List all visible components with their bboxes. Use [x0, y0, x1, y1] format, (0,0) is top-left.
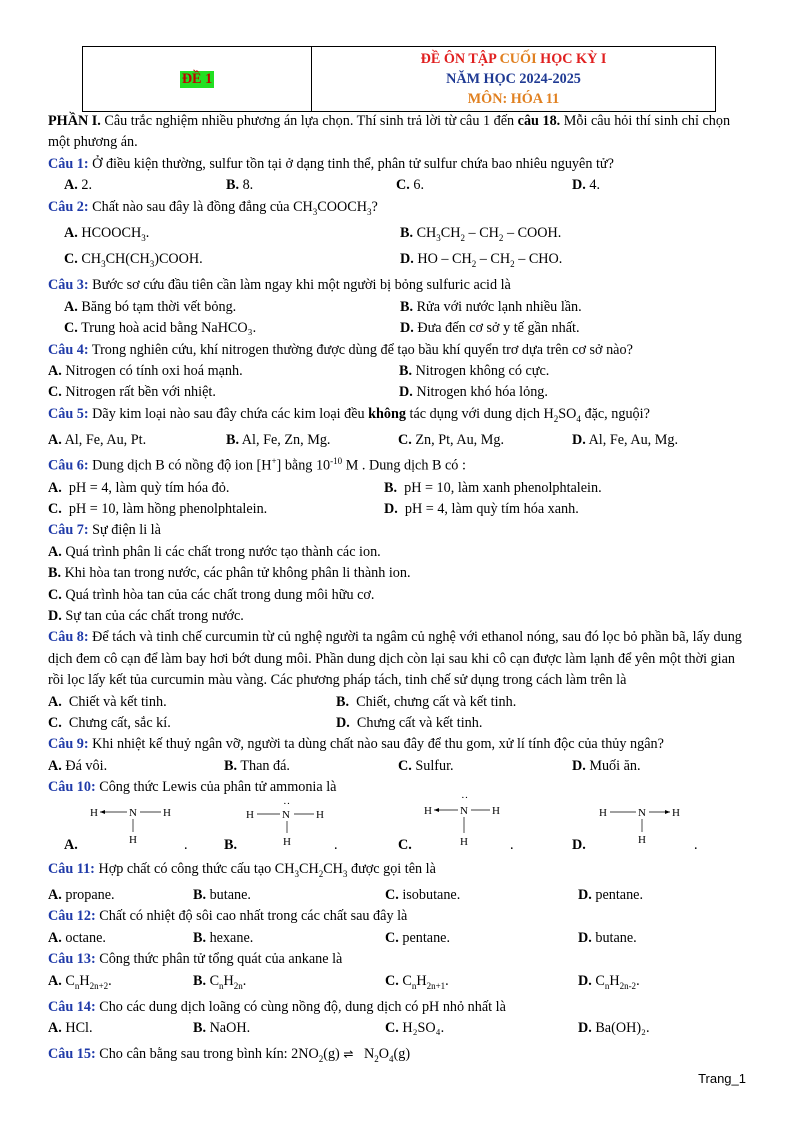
question-11: Câu 11: Hợp chất có công thức cấu tạo $CH_3CH_2CH_3$ được gọi tên là A. propane. B. butane. C. isobutane. D. pentane.	[48, 860, 644, 903]
svg-text:N: N	[282, 808, 290, 821]
svg-text:H: H	[492, 804, 500, 817]
part1-instructions: PHẦN I. Câu trắc nghiệm nhiều phương án lựa chọn. Thí sinh trả lời từ câu 1 đến câu 18. Mỗi câu hỏi thí sinh chỉ chọn một phương án.	[48, 113, 731, 151]
svg-text:H: H	[599, 806, 607, 819]
svg-text:H: H	[316, 808, 324, 821]
question-6: Câu 6: Dung dịch B có nồng độ ion [H+] bằng $10^{-10}$ M . Dung dịch B có : A. pH = 4, làm quỳ tím hóa đỏ. B. pH = 10, làm xanh phenolphtalein. C. pH = 10, làm hồng phenolphtalein. D. pH = 4, làm quỳ tím hóa xanh.	[48, 456, 602, 517]
svg-text:H: H	[638, 833, 646, 846]
page-number: Trang_1	[698, 1071, 746, 1086]
svg-text:H: H	[283, 835, 291, 848]
svg-text:··: ··	[461, 791, 469, 804]
question-7: Câu 7: Sự điện li là A. Quá trình phân li các chất trong nước tạo thành các ion. B. Khi hòa tan trong nước, các phân tử không phân li thành ion. C. Quá trình hòa tan của các chất trong dung môi hữu cơ. D. Sự tan của các chất trong nước.	[48, 522, 411, 624]
question-15: Câu 15: Cho cân bằng sau trong bình kín: $2NO_2(g)$ ⇌ $N_2O_4(g)$	[48, 1045, 411, 1064]
exam-code-cell	[83, 47, 312, 111]
question-10: Câu 10: Công thức Lewis của phân tử ammonia là H N H H H N ·· H H H N ·· H H H N H H A. . B. . C. . D. .	[48, 777, 752, 858]
question-3: Câu 3: Bước sơ cứu đầu tiên cần làm ngay khi một người bị bỏng sulfuric acid là A. Băng bó tạm thời vết bỏng. B. Rửa với nước lạnh nhiều lần. C. Trung hoà acid bằng NaHCO₃. D. Đưa đến cơ sở y tế gần nhất.	[48, 277, 582, 337]
question-4: Câu 4: Trong nghiên cứu, khí nitrogen thường được dùng để tạo bầu khí quyển trơ dựa trên cơ sở nào? A. Nitrogen có tính oxi hoá mạnh. B. Nitrogen không có cực. C. Nitrogen rất bền với nhiệt. D. Nitrogen khó hóa lỏng.	[48, 341, 633, 401]
svg-text:H: H	[163, 806, 171, 819]
svg-text:N: N	[129, 806, 137, 819]
exam-title: ĐỀ ÔN TẬP CUỐI HỌC KỲ I	[420, 51, 607, 67]
svg-text:··: ··	[283, 797, 291, 810]
question-13: Câu 13: Công thức phân tử tổng quát của ankane là A. $C_nH_{2n+2}$. B. $C_nH_{2n}$. C. $C_nH_{2n+1}$. D. $C_nH_{2n-2}$.	[48, 951, 640, 991]
question-1: Câu 1: Ở điều kiện thường, sulfur tồn tại ở dạng tinh thể, phân tử sulfur chứa bao nhiêu nguyên tử? A. 2. B. 8. C. 6. D. 4.	[48, 155, 614, 194]
question-9: Câu 9: Khi nhiệt kế thuỷ ngân vỡ, người ta dùng chất nào sau đây để thu gom, xử lí tính độc của thủy ngân? A. Đá vôi. B. Than đá. C. Sulfur. D. Muối ăn.	[48, 736, 664, 774]
exam-code: ĐỀ 1	[181, 70, 213, 87]
exam-title-cell	[312, 47, 715, 111]
question-12: Câu 12: Chất có nhiệt độ sôi cao nhất trong các chất sau đây là A. octane. B. hexane. C. pentane. D. butane.	[48, 908, 637, 946]
svg-text:H: H	[460, 835, 468, 848]
svg-text:H: H	[246, 808, 254, 821]
question-14: Câu 14: Cho các dung dịch loãng có cùng nồng độ, dung dịch có pH nhỏ nhất là A. HCl. B. NaOH. C. H₂SO₄. D. Ba(OH)₂.	[48, 998, 650, 1037]
subject: MÔN: HÓA 11	[467, 91, 560, 107]
school-year: NĂM HỌC 2024-2025	[446, 71, 581, 87]
svg-text:H: H	[90, 806, 98, 819]
svg-text:N: N	[460, 804, 468, 817]
question-5: Câu 5: Dãy kim loại nào sau đây chứa các kim loại đều không tác dụng với dung dịch $H_2SO_4$ đặc, nguội? A. Al, Fe, Au, Pt. B. Al, Fe, Zn, Mg. C. Zn, Pt, Au, Mg. D. Al, Fe, Au, Mg.	[48, 405, 679, 448]
exam-header	[82, 46, 716, 112]
svg-text:H: H	[424, 804, 432, 817]
svg-text:N: N	[638, 806, 646, 819]
svg-text:H: H	[129, 833, 137, 846]
svg-text:H: H	[672, 806, 680, 819]
question-8: Câu 8: Để tách và tinh chế curcumin từ củ nghệ người ta ngâm củ nghệ với ethanol nóng, sau đó lọc bỏ phần bã, lấy dung dịch đem cô cạn để làm bay hơi bớt dung môi. Phần dung dịch còn lại sau khi cô cạn được làm lạnh để yên một thời gian rồi lọc lấy kết tủa curcumin màu vàng. Các phương pháp tách, tinh chế sử dụng trong cách làm trên là A. Chiết và kết tinh. B. Chiết, chưng cất và kết tinh. C. Chưng cất, sắc kí. D. Chưng cất và kết tinh.	[48, 629, 742, 732]
lewis-structures: H N H H H N ·· H H H N ·· H H H N H H A. . B. . C. . D. .	[48, 799, 752, 859]
exam-content	[48, 111, 752, 1070]
question-2: Câu 2: Chất nào sau đây là đồng đẳng của $CH_3COOCH_3$? A. $HCOOCH_3$. B. $CH_3CH_2 - CH_2$ – COOH. C. $CH_3CH(CH_3)COOH$. D. HO – $CH_2 - CH_2$ – CHO.	[48, 198, 563, 269]
